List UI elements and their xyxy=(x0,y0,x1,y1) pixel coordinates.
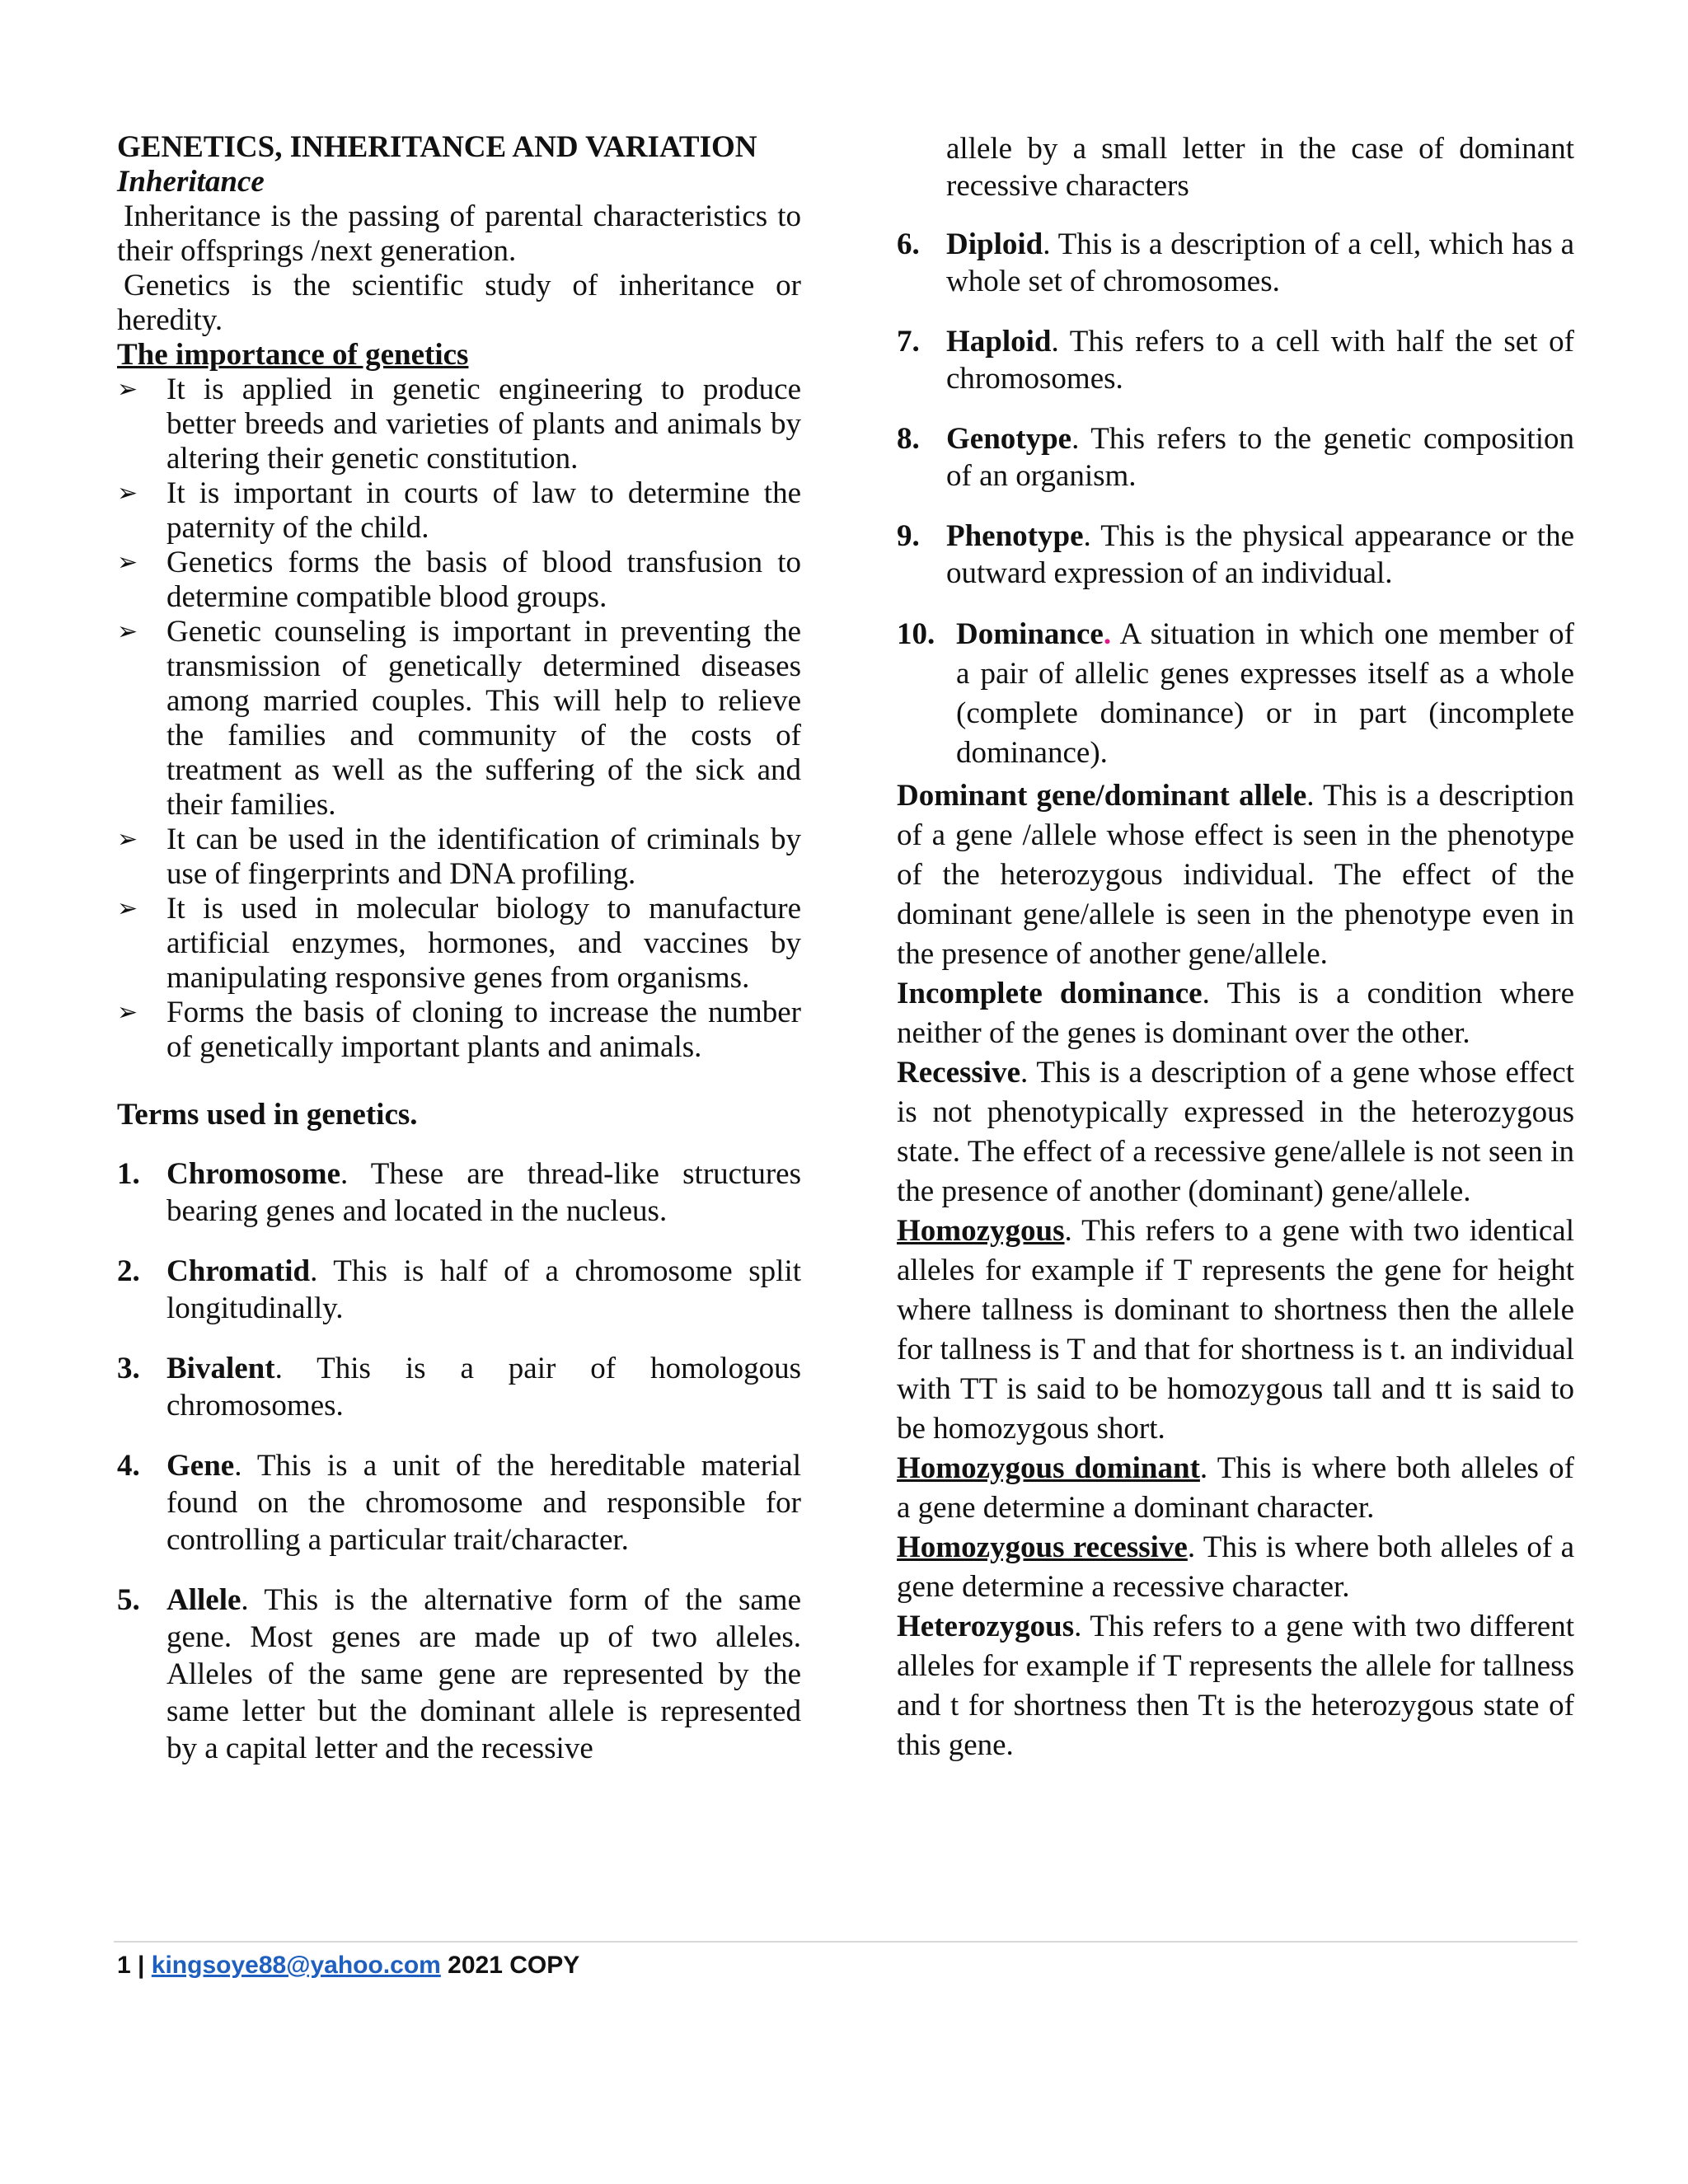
subtitle-inheritance: Inheritance xyxy=(117,165,265,199)
email-link[interactable]: kingsoye88@yahoo.com xyxy=(151,1952,441,1979)
document-title: GENETICS, INHERITANCE AND VARIATION xyxy=(117,130,757,164)
list-item: ➢ It is applied in genetic engineering to produce better breeds and varieties of plants and animals by altering their genetic constitution. xyxy=(117,373,801,476)
importance-heading: The importance of genetics xyxy=(117,338,469,372)
footer-divider xyxy=(114,1941,1578,1943)
term-name: Allele xyxy=(166,1583,241,1617)
definition-heterozygous: Heterozygous. This refers to a gene with two different alleles for example if T represents the allele for tallness and t for shortness then Tt is the heterozygous state of this gene. xyxy=(897,1610,1574,1762)
term-item: 10. Dominance. A situation in which one member of a pair of allelic genes expresses itself as a whole (complete dominance) or in part (incomplete dominance). xyxy=(897,617,1574,770)
definition-recessive: Recessive. This is a description of a gene whose effect is not phenotypically expressed in the heterozygous state. The effect of a recessive gene/allele is not seen in the presence of another (dominant) gene/allele. xyxy=(897,1056,1574,1208)
arrow-bullet-icon: ➢ xyxy=(117,375,138,404)
term-item: 7. Haploid. This refers to a cell with half the set of chromosomes. xyxy=(897,325,1574,396)
term-item: 1. Chromosome. These are thread-like structures bearing genes and located in the nucleus. xyxy=(117,1157,801,1228)
terms-list-left xyxy=(117,1155,801,1767)
list-item: ➢ Genetics forms the basis of blood transfusion to determine compatible blood groups. xyxy=(117,546,801,614)
term-item: 6. Diploid. This is a description of a cell, which has a whole set of chromosomes. xyxy=(897,227,1574,298)
list-item: ➢ It is important in courts of law to determine the paternity of the child. xyxy=(117,476,801,545)
term-item: 9. Phenotype. This is the physical appearance or the outward expression of an individual. xyxy=(897,519,1574,590)
term-item: 2. Chromatid. This is half of a chromosome split longitudinally. xyxy=(117,1254,801,1325)
term-name: Haploid xyxy=(946,325,1052,359)
term-name: Dominance xyxy=(956,617,1104,651)
term-name: Gene xyxy=(166,1449,235,1483)
term-item: 4. Gene. This is a unit of the hereditable material found on the chromosome and responsible for controlling a particular trait/character. xyxy=(117,1449,801,1557)
term-item: 8. Genotype. This refers to the genetic composition of an organism. xyxy=(897,422,1574,493)
inheritance-definition: Inheritance is the passing of parental characteristics to their offsprings /next generation. xyxy=(117,199,801,268)
arrow-bullet-icon: ➢ xyxy=(117,479,138,508)
term-name: Genotype xyxy=(946,422,1072,456)
list-item: ➢ Genetic counseling is important in preventing the transmission of genetically determined diseases among married couples. This will help to relieve the families and community of the costs of treatment as well as the suffering of the sick and their families. xyxy=(117,615,801,822)
term-name: Diploid xyxy=(946,227,1043,261)
left-column xyxy=(117,130,801,1790)
list-item: ➢ It can be used in the identification of criminals by use of fingerprints and DNA profiling. xyxy=(117,823,801,891)
term-name: Chromatid xyxy=(166,1254,311,1288)
page-footer xyxy=(117,1952,579,1980)
page-number: 1 xyxy=(117,1952,131,1979)
footer-copy: 2021 COPY xyxy=(448,1952,580,1979)
footer-separator: | xyxy=(138,1952,145,1979)
definition-homozygous-dominant: Homozygous dominant. This is where both alleles of a gene determine a dominant character. xyxy=(897,1451,1574,1525)
genetics-definition: Genetics is the scientific study of inheritance or heredity. xyxy=(117,269,801,337)
arrow-bullet-icon: ➢ xyxy=(117,825,138,854)
list-item: ➢ Forms the basis of cloning to increase the number of genetically important plants and animals. xyxy=(117,996,801,1064)
arrow-bullet-icon: ➢ xyxy=(117,617,138,646)
term-continuation: allele by a small letter in the case of dominant recessive characters xyxy=(946,132,1574,203)
term-name: Chromosome xyxy=(166,1157,341,1191)
arrow-bullet-icon: ➢ xyxy=(117,548,138,577)
right-column xyxy=(897,130,1574,1765)
term-item: 3. Bivalent. This is a pair of homologous chromosomes. xyxy=(117,1352,801,1422)
terms-list-right xyxy=(897,226,1574,773)
definition-homozygous: Homozygous. This refers to a gene with two identical alleles for example if T represents the gene for height where tallness is dominant to shortness then the allele for tallness is T and that for shortness is t. an individual with TT is said to be homozygous tall and tt is said to be homozygous short. xyxy=(897,1214,1574,1446)
definition-incomplete-dominance: Incomplete dominance. This is a condition where neither of the genes is dominant over the other. xyxy=(897,977,1574,1050)
term-name: Bivalent xyxy=(166,1352,275,1385)
terms-heading: Terms used in genetics. xyxy=(117,1098,418,1132)
definition-dominant-gene: Dominant gene/dominant allele. This is a description of a gene /allele whose effect is seen in the phenotype of the heterozygous individual. The effect of the dominant gene/allele is seen in the phenotype even in the presence of another gene/allele. xyxy=(897,779,1575,971)
term-item: 5. Allele. This is the alternative form of the same gene. Most genes are made up of two alleles. Alleles of the same gene are represented by the same letter but the dominant allele is represented by a capital letter and the recessive xyxy=(117,1583,801,1765)
term-name: Phenotype xyxy=(946,519,1084,553)
arrow-bullet-icon: ➢ xyxy=(117,998,138,1027)
importance-list xyxy=(117,373,801,1065)
definition-homozygous-recessive: Homozygous recessive. This is where both alleles of a gene determine a recessive character. xyxy=(897,1530,1574,1604)
list-item: ➢ It is used in molecular biology to manufacture artificial enzymes, hormones, and vaccines by manipulating responsive genes from organisms. xyxy=(117,892,801,995)
arrow-bullet-icon: ➢ xyxy=(117,894,138,923)
